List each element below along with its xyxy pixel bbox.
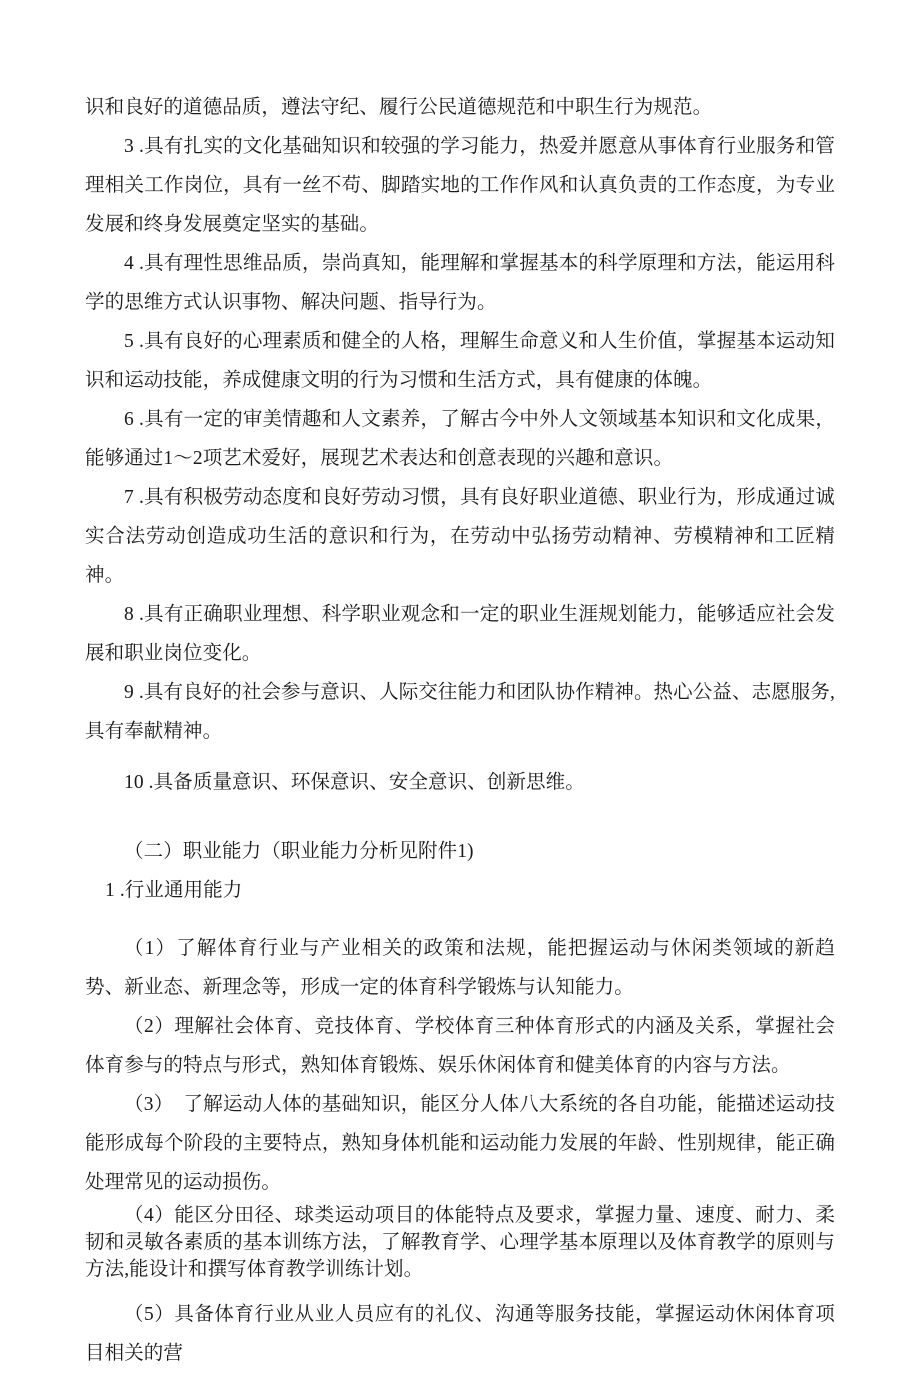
- paragraph-continuation: 识和良好的道德品质，遵法守纪、履行公民道德规范和中职生行为规范。: [85, 97, 713, 118]
- ability-text-3: 了解运动人体的基础知识，能区分人体八大系统的各自功能，能描述运动技能形成每个阶段的主要特点，熟知身体机能和运动能力发展的年龄、性别规律，能正确处理常见的运动损伤。: [85, 1094, 835, 1193]
- list-text-9: 具有良好的社会参与意识、人际交往能力和团队协作精神。热心公益、志愿服务,具有奉献精神。: [85, 682, 835, 742]
- list-text-8: 具有正确职业理想、科学职业观念和一定的职业生涯规划能力，能够适应社会发展和职业岗位变化。: [85, 604, 835, 664]
- ability-marker-1: （1）: [124, 938, 177, 959]
- list-text-5: 具有良好的心理素质和健全的人格，理解生命意义和人生价值，掌握基本运动知识和运动技能，养成健康文明的行为习惯和生活方式，具有健康的体魄。: [85, 331, 835, 391]
- list-text-4: 具有理性思维品质，崇尚真知，能理解和掌握基本的科学原理和方法，能运用科学的思维方式认识事物、解决问题、指导行为。: [85, 253, 835, 313]
- list-marker-8: 8 .: [124, 604, 144, 625]
- list-marker-9: 9 .: [124, 682, 144, 703]
- list-text-3: 具有扎实的文化基础知识和较强的学习能力，热爱并愿意从事体育行业服务和管理相关工作岗位，具有一丝不苟、脚踏实地的工作作风和认真负责的工作态度，为专业发展和终身发展奠定坚实的基础。: [85, 136, 835, 235]
- list-marker-4: 4 .: [124, 253, 144, 274]
- ability-text-2: 理解社会体育、竞技体育、学校体育三种体育形式的内涵及关系，掌握社会体育参与的特点与形式，熟知体育锻炼、娱乐休闲体育和健美体育的内容与方法。: [85, 1016, 835, 1076]
- list-marker-5: 5 .: [124, 331, 144, 352]
- spacer-before-item-10: [85, 751, 835, 763]
- subsection-number: 1 .行业通用能力: [105, 880, 243, 901]
- list-item-5: [85, 322, 835, 400]
- ability-marker-2: （2）: [124, 1016, 175, 1037]
- list-text-10: 具备质量意识、环保意识、安全意识、创新思维。: [153, 772, 585, 793]
- ability-marker-3: （3）: [124, 1094, 164, 1115]
- ability-item-1: [85, 929, 835, 1007]
- list-marker-10: 10 .: [124, 772, 154, 793]
- ability-marker-5: （5）: [124, 1304, 175, 1325]
- list-item-4: [85, 244, 835, 322]
- document-body: [85, 88, 835, 1373]
- spacer-before-ability-list: [85, 910, 835, 929]
- list-item-3: [85, 127, 835, 244]
- list-text-7: 具有积极劳动态度和良好劳动习惯，具有良好职业道德、职业行为，形成通过诚实合法劳动创造成功生活的意识和行为，在劳动中弘扬劳动精神、劳模精神和工匠精神。: [85, 487, 835, 586]
- spacer-before-ability-5: [85, 1283, 835, 1295]
- list-marker-6: 6 .: [124, 409, 144, 430]
- list-item-8: [85, 595, 835, 673]
- ability-item-3: [85, 1085, 835, 1202]
- ability-text-5: 具备体育行业从业人员应有的礼仪、沟通等服务技能，掌握运动休闲体育项目相关的营: [85, 1304, 835, 1364]
- section-heading: （二）职业能力（职业能力分析见附件1): [124, 841, 474, 862]
- ability-text-4: 能区分田径、球类运动项目的体能特点及要求，掌握力量、速度、耐力、柔韧和灵敏各素质的基本训练方法，了解教育学、心理学基本原理以及体育教学的原则与方法,能设计和撰写体育教学训练计划。: [85, 1205, 835, 1280]
- ability-marker-4: （4）: [124, 1205, 175, 1226]
- list-item-10: [85, 763, 835, 802]
- list-item-7: [85, 478, 835, 595]
- ability-item-2: [85, 1007, 835, 1085]
- list-marker-3: 3 .: [124, 136, 144, 157]
- ability-item-4: [85, 1202, 835, 1283]
- list-item-9: [85, 673, 835, 751]
- ability-text-1: 了解体育行业与产业相关的政策和法规，能把握运动与休闲类领域的新趋势、新业态、新理念等，形成一定的体育科学锻炼与认知能力。: [85, 938, 835, 998]
- list-text-6: 具有一定的审美情趣和人文素养，了解古今中外人文领域基本知识和文化成果，能够通过1～2项艺术爱好，展现艺术表达和创意表现的兴趣和意识。: [85, 409, 835, 469]
- list-marker-7: 7 .: [124, 487, 144, 508]
- ability-item-5: [85, 1295, 835, 1373]
- list-item-6: [85, 400, 835, 478]
